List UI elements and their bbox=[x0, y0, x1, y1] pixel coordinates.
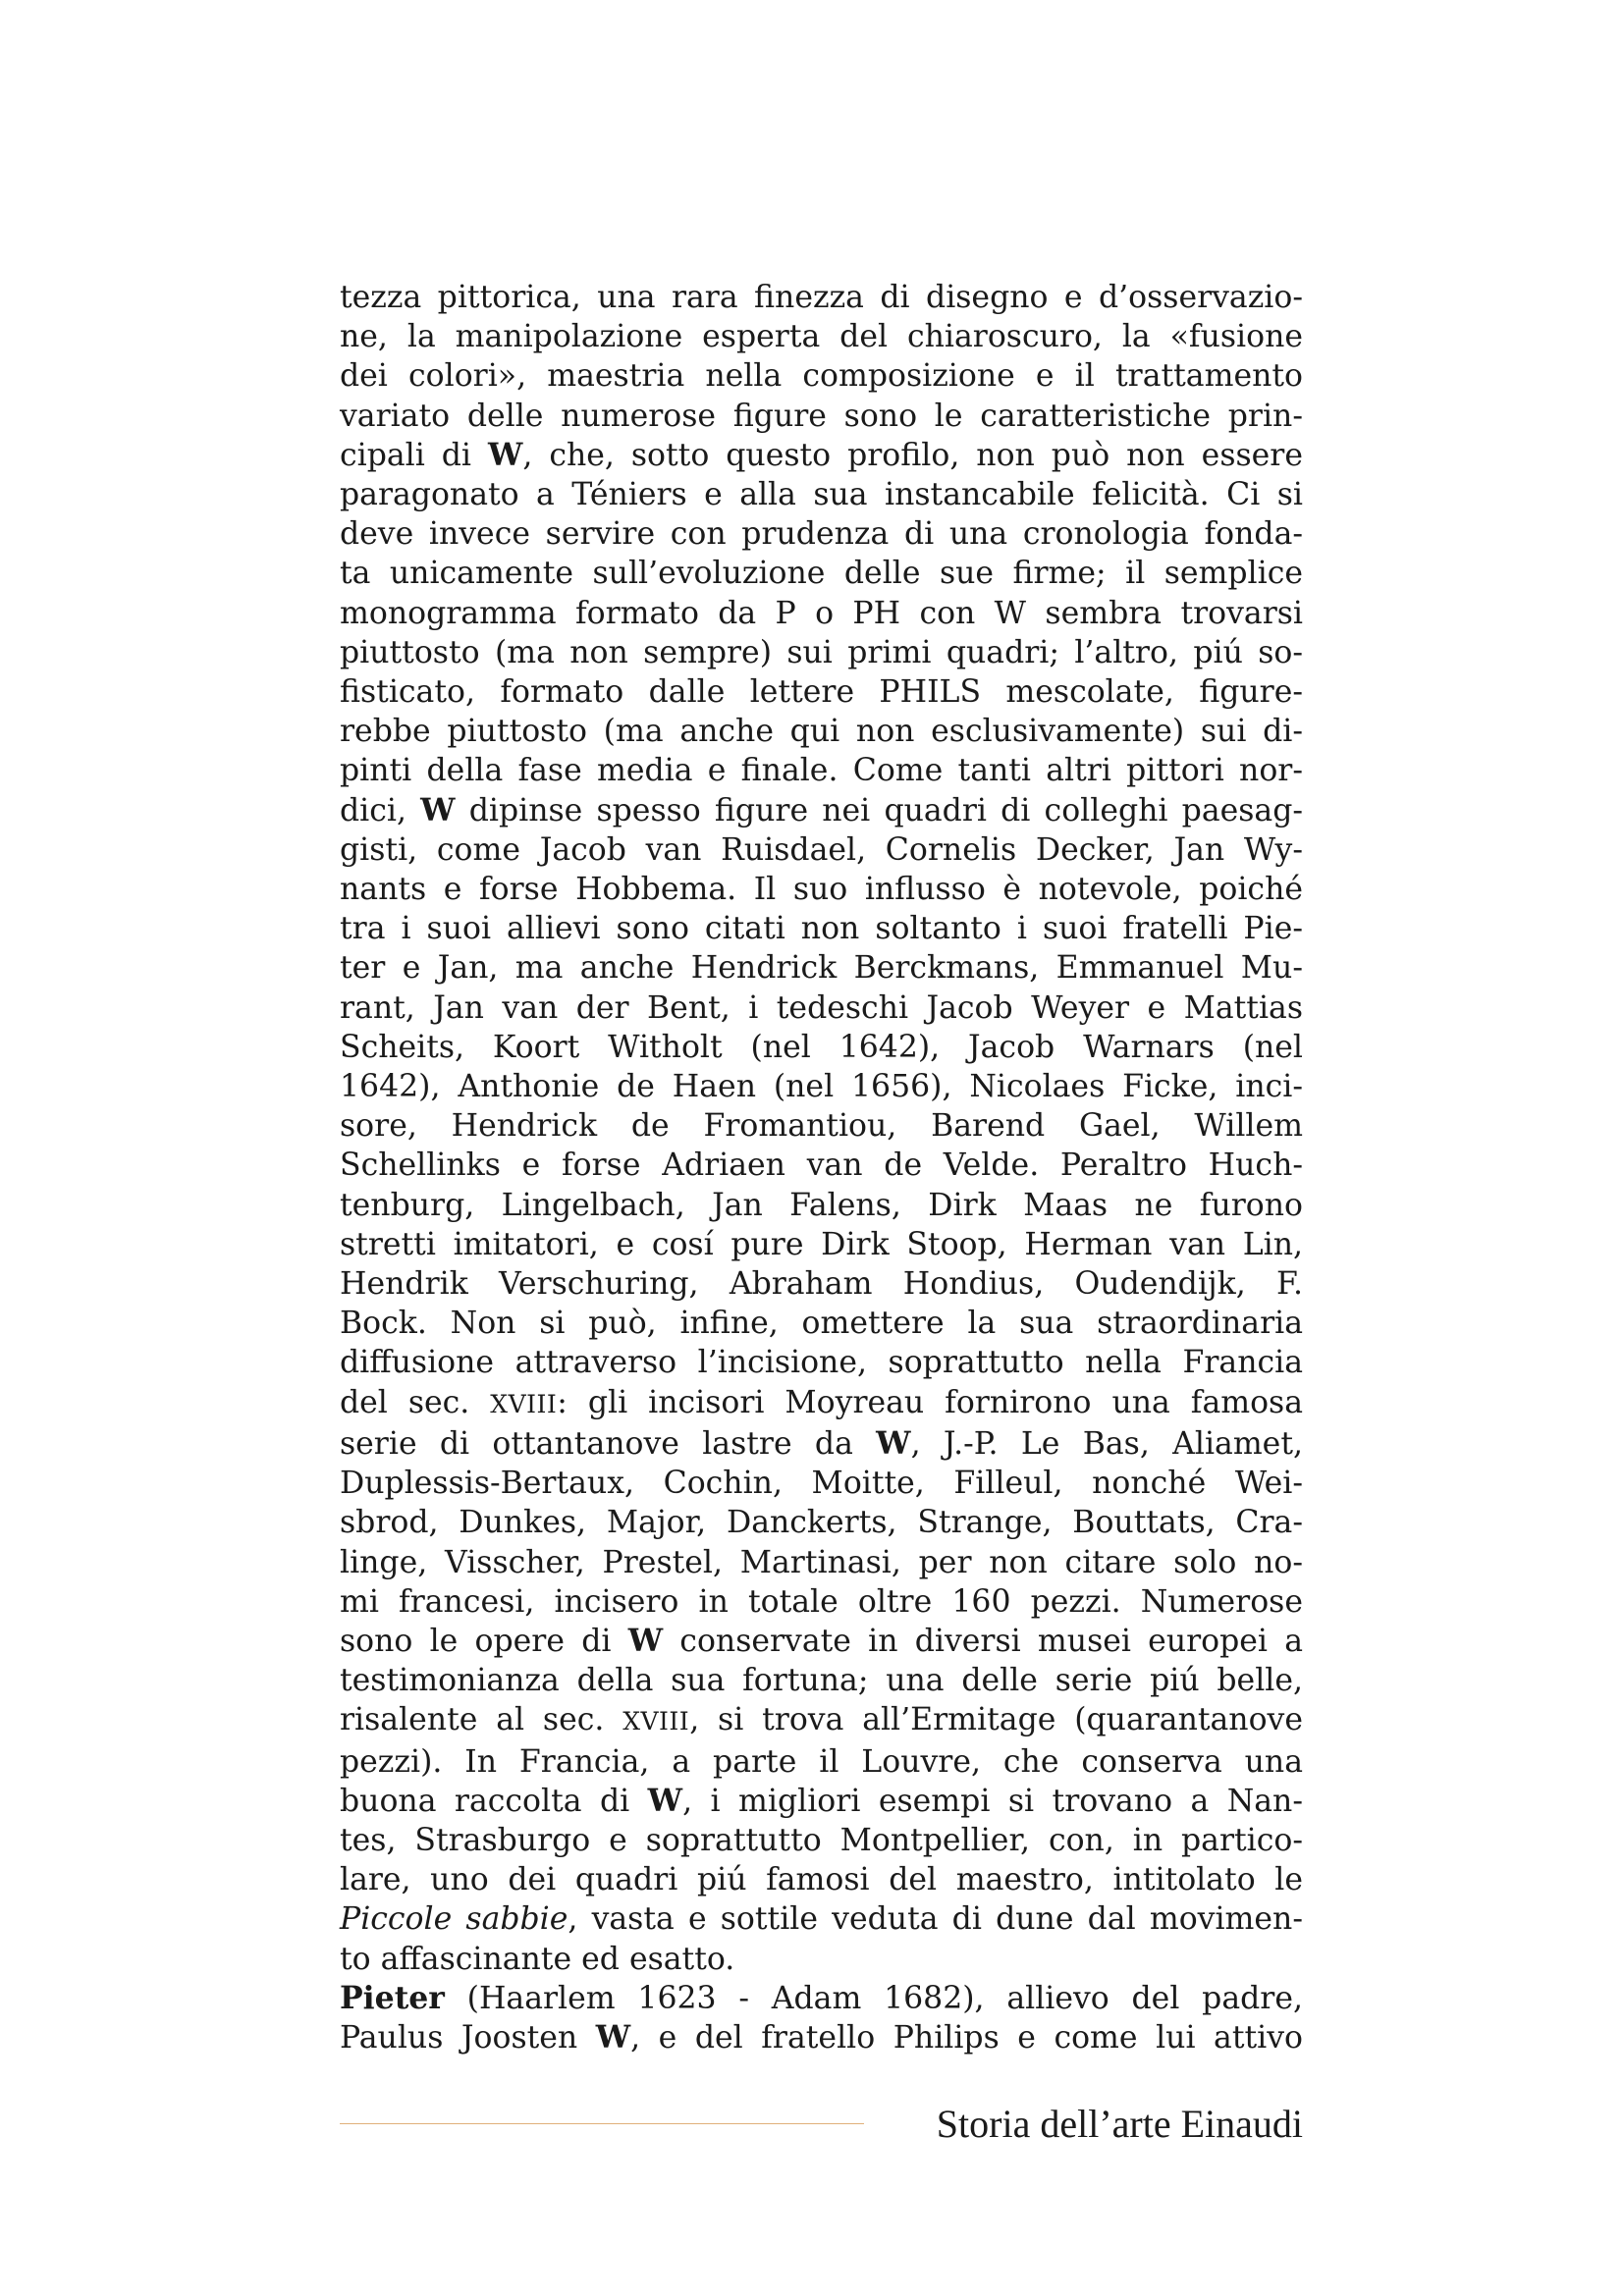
text-line: monogramma formato da P o PH con W sembra trovarsi bbox=[340, 595, 1303, 631]
text-line: Schellinks e forse Adriaen van de Velde. Peraltro Huch- bbox=[340, 1148, 1303, 1184]
text-line: paragonato a Téniers e alla sua instancabile felicità. Ci si bbox=[340, 477, 1303, 513]
small-caps-numeral: XVIII bbox=[622, 1707, 690, 1736]
text-line: Bock. Non si può, infine, omettere la sua straordinaria bbox=[340, 1306, 1303, 1342]
text-line: diffusione attraverso l’incisione, soprattutto nella Francia bbox=[340, 1345, 1303, 1381]
text-line: to affascinante ed esatto. bbox=[340, 1941, 735, 1977]
text-line: Pieter (Haarlem 1623 - Adam 1682), allievo del padre, bbox=[340, 1979, 1303, 2016]
text-line: rebbe piuttosto (ma anche qui non esclusivamente) sui di- bbox=[340, 714, 1303, 750]
bold-run: W bbox=[627, 1622, 664, 1659]
text-line: mi francesi, incisero in totale oltre 160 pezzi. Numerose bbox=[340, 1583, 1303, 1620]
text-line: tenburg, Lingelbach, Jan Falens, Dirk Maas ne furono bbox=[340, 1187, 1303, 1223]
bold-run: W bbox=[647, 1782, 683, 1819]
text-line: deve invece servire con prudenza di una cronologia fonda- bbox=[340, 516, 1303, 553]
text-line: linge, Visscher, Prestel, Martinasi, per non citare solo no- bbox=[340, 1544, 1303, 1580]
text-line: fisticato, formato dalle lettere PHILS mescolate, figure- bbox=[340, 674, 1303, 711]
bold-run: W bbox=[595, 2018, 631, 2056]
text-line: ter e Jan, ma anche Hendrick Berckmans, Emmanuel Mu- bbox=[340, 950, 1303, 987]
text-line: Duplessis-Bertaux, Cochin, Moitte, Filleul, nonché Wei- bbox=[340, 1466, 1303, 1502]
text-line: variato delle numerose figure sono le caratteristiche prin- bbox=[340, 398, 1303, 434]
text-line: Hendrik Verschuring, Abraham Hondius, Oudendijk, F. bbox=[340, 1266, 1303, 1303]
bold-run: W bbox=[420, 791, 456, 828]
footer-rule bbox=[340, 2123, 864, 2124]
text-line: del sec. XVIII: gli incisori Moyreau fornirono una famosa bbox=[340, 1384, 1303, 1420]
text-line: tezza pittorica, una rara finezza di disegno e d’osservazio- bbox=[340, 280, 1303, 315]
text-line: Piccole sabbie, vasta e sottile veduta di dune dal movimen- bbox=[340, 1901, 1303, 1938]
text-line: stretti imitatori, e cosí pure Dirk Stoop, Herman van Lin, bbox=[340, 1226, 1303, 1262]
text-line: sore, Hendrick de Fromantiou, Barend Gael, Willem bbox=[340, 1108, 1303, 1145]
text-line: 1642), Anthonie de Haen (nel 1656), Nicolaes Ficke, inci- bbox=[340, 1069, 1303, 1105]
bold-run: W bbox=[876, 1424, 911, 1462]
text-line: risalente al sec. XVIII, si trova all’Ermitage (quarantanove bbox=[340, 1702, 1303, 1738]
text-line: piuttosto (ma non sempre) sui primi quadri; l’altro, piú so- bbox=[340, 634, 1303, 670]
bold-run: W bbox=[487, 436, 523, 473]
text-line: tra i suoi allievi sono citati non soltanto i suoi fratelli Pie- bbox=[340, 911, 1303, 947]
body-text bbox=[340, 278, 1303, 2057]
text-line: pezzi). In Francia, a parte il Louvre, che conserva una bbox=[340, 1743, 1303, 1780]
text-line: sbrod, Dunkes, Major, Danckerts, Strange, Bouttats, Cra- bbox=[340, 1505, 1303, 1541]
text-line: cipali di W, che, sotto questo profilo, non può non essere bbox=[340, 436, 1303, 473]
text-line: ne, la manipolazione esperta del chiaroscuro, la «fusione bbox=[340, 319, 1303, 355]
text-line: serie di ottantanove lastre da W, J.-P. Le Bas, Aliamet, bbox=[340, 1424, 1303, 1462]
text-line: dici, W dipinse spesso figure nei quadri di colleghi paesag- bbox=[340, 791, 1304, 828]
italic-title: Piccole sabbie bbox=[340, 1901, 568, 1938]
text-line: lare, uno dei quadri piú famosi del maestro, intitolato le bbox=[340, 1862, 1303, 1898]
text-line: dei colori», maestria nella composizione e il trattamento bbox=[340, 358, 1303, 395]
text-line: gisti, come Jacob van Ruisdael, Cornelis Decker, Jan Wy- bbox=[340, 831, 1303, 868]
text-line: buona raccolta di W, i migliori esempi si trovano a Nan- bbox=[340, 1782, 1303, 1819]
text-line: Scheits, Koort Witholt (nel 1642), Jacob Warnars (nel bbox=[340, 1029, 1303, 1065]
text-line: nants e forse Hobbema. Il suo influsso è notevole, poiché bbox=[340, 872, 1303, 908]
text-line: Paulus Joosten W, e del fratello Philips e come lui attivo bbox=[340, 2018, 1303, 2056]
text-line: ta unicamente sull’evoluzione delle sue firme; il semplice bbox=[340, 556, 1303, 592]
text-line: rant, Jan van der Bent, i tedeschi Jacob Weyer e Mattias bbox=[340, 989, 1303, 1026]
text-line: pinti della fase media e finale. Come tanti altri pittori nor- bbox=[340, 753, 1303, 789]
text-line: testimonianza della sua fortuna; una delle serie piú belle, bbox=[340, 1663, 1303, 1699]
small-caps-numeral: XVIII bbox=[490, 1389, 558, 1418]
text-line: tes, Strasburgo e soprattutto Montpellier, con, in partico- bbox=[340, 1822, 1303, 1858]
bold-run: Pieter bbox=[340, 1979, 445, 2016]
footer-title: Storia dell’arte Einaudi bbox=[936, 2102, 1303, 2146]
text-line: sono le opere di W conservate in diversi musei europei a bbox=[340, 1622, 1304, 1659]
